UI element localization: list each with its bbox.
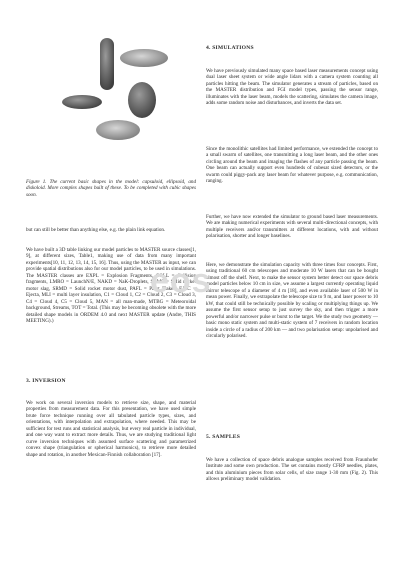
section-heading-simulations: 4. SIMULATIONS	[206, 45, 254, 51]
flat-disk-shape	[62, 95, 102, 109]
left-paragraph-2: We have built a 3D table linking our model particles to MASTER source classes[1, 9], at different sizes, Table1, making use of data from many important experiments[10, 11, 12, 13, 14, 15, 16]. Thus, using the MASTER as input, we can provide spatial distributions also for our model particles, to be used in simulations. The MASTER classes are EXPL = Explosion Fragments, COLL = Collision fragments, LMRO = LaunchN/E, NAKD = NaK-Droplets, SRMS = Solid rocket motor slag, SRMD = Solid rocket motor dust, PAFL = Paint Flakes, EJEC = Ejecta, MLI = multi layer insulation, C1 = Cloud 1, C2 = Cloud 2, C3 = Cloud 3, C4 = Cloud 4, C5 = Cloud 5, MAN = all man-made, MTBG = Meteoroidal background, Streams, TOT = Total. (This may be becoming obsolete with the more detailed shape models in ORDEM 4.0 and next MASTER update (Andre, THIS MEETING).)	[26, 247, 196, 324]
right-para-2-block	[206, 146, 378, 185]
right-paragraph-5: We have a collection of space debris analogue samples received from Fraunhofer Institute and some own production. The set contains mostly CFRP needles, plates, and thin aluminium pieces from solar cells, of size range 1-30 mm (Fig. 2). This allows preliminary model validation.	[206, 457, 378, 483]
right-para-4-block	[206, 262, 378, 339]
right-para-3-block	[206, 214, 378, 240]
section-heading-samples: 5. SAMPLES	[206, 434, 241, 440]
left-paragraph-3: We work on several inversion models to retrieve size, shape, and material properties from measurement data. For this presentation, we have used simple brute force technique running over all tabulated particle types, sizes, and orientations, with interpolation and extrapolation, where needed. This may be sufficient for test runs and statistical analysis, but every real particle in individual, and one way want to extract more details. Thus, we are studying traditional light curve inversion techniques with assumed surface scattering and parametrized convex shape (triangulation or spherical harmonics), to retrieve more detailed shape and rotation, in another Mexican-Finnish collaboration [17].	[26, 400, 196, 458]
bottom-disk-shape	[96, 120, 140, 140]
right-paragraph-4: Here, we demonstrate the simulation capacity with three times four concepts. First, using traditional 60 cm telescopes and moderate 10 W lasers that can be bought almost off the shelf. Next, to make the sensor system better detect our space debris model particles below 10 cm in size, we assume a largest currently operating liquid mirror telescope of a diameter of 4 m [18], and even available laser of 500 W in mean power. Finally, we extrapolate the telescope size to 9 m, and laser power to 10 kW, that could still be technically possible by scaling or multiplying things up. We assume the first sensor setup to just survey the sky, and then trigger a more powerful and/or narrower pulse or burst to the target. We the study two geometry — basic mono static system and multi-static system of 7 receivers in random location inside a circle of a radius of 200 km — and two polarisation setup: unpolarised and circularly polarised.	[206, 262, 378, 339]
diskoloid-shape	[120, 49, 168, 67]
capsuloid-shape	[100, 38, 114, 90]
left-para-1-block	[26, 227, 196, 233]
right-paragraph-1: We have previously simulated many space based laser measurements concept using dual laser sheet system or wide angle lidars with a camera system counting all particles hitting the beam. The simulator generates a stream of particles, based on the MASTER distribution and FGI model types, passing the sensor range, illuminates with the laser beam, models the scattering, simulates the camera image, adds some random noise and disturbances, and inverts the data set.	[206, 68, 378, 107]
ellipsoid-shape	[128, 82, 156, 118]
right-paragraph-2: Since the monolithic satellites had limited performance, we extended the concept to a small swarm of satellites, one transmitting a long laser beam, and the other ones circling around the beam and imaging the flashes of any particle passing the beam. One beam can actually support even hundreds of cubesat sized detectors, or the swarm could piggy-pack any laser beam for whatever purpose, e.g. communication, ranging.	[206, 146, 378, 185]
right-paragraph-3: Further, we have now extended the simulator to ground based laser measurements. We are making numerical experiments with several multi-directional concepts, with multiple receivers and/or transmitters at different locations, with and without polarisation, shorter and longer baselines.	[206, 214, 378, 240]
figure-shapes	[58, 34, 178, 146]
right-para-1-block	[206, 68, 378, 107]
left-para-3-block	[26, 400, 196, 458]
left-paragraph-1: but can still be better than anything else, e.g. the plain link equation.	[26, 227, 166, 233]
watermark: eos	[150, 262, 212, 300]
section-heading-inversion: 3. INVERSION	[26, 378, 66, 384]
right-para-5-block	[206, 457, 378, 483]
shapes-illustration	[58, 34, 178, 146]
figure-caption: Figure 1. The current basic shapes in the model: capsuloid, ellipsoid, and diskoloid. More complex shapes built of these. To be completed with cubic shapes soon.	[26, 179, 196, 198]
